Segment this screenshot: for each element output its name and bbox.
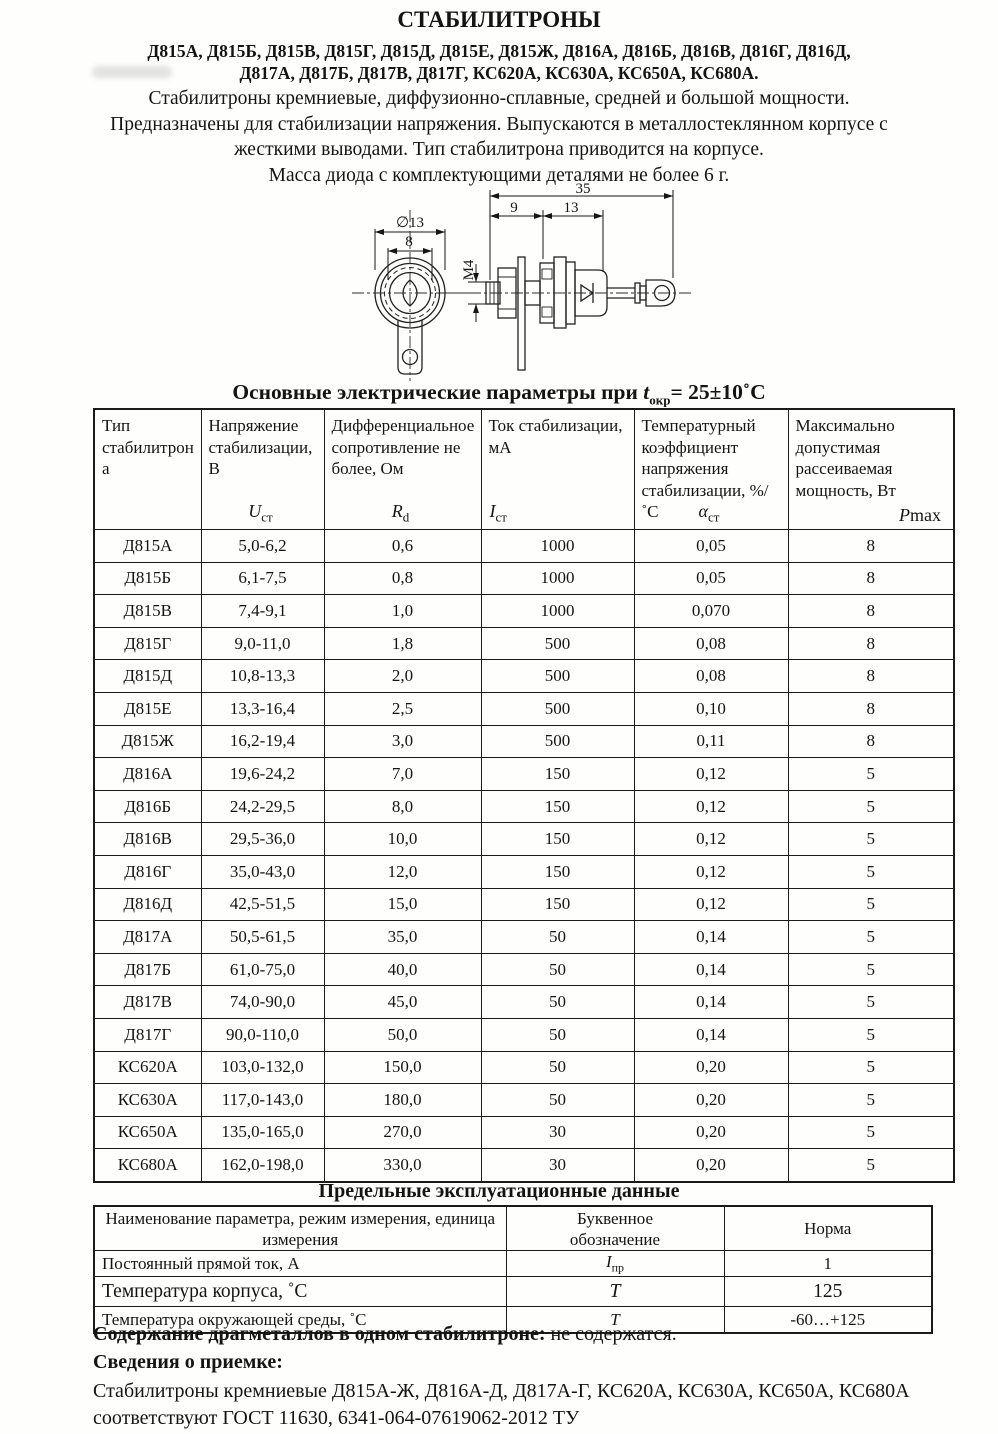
dim-label-total: 35	[575, 181, 591, 197]
table-cell: Д815Б	[94, 562, 201, 595]
table-cell: 8	[788, 725, 954, 758]
table-cell: 5	[788, 986, 954, 1019]
table-cell: 2,5	[324, 692, 481, 725]
side-view	[486, 257, 675, 370]
limits-table	[93, 1205, 933, 1334]
column-header	[324, 409, 481, 530]
table-cell: Д815В	[94, 595, 201, 628]
table-cell: Д816А	[94, 758, 201, 791]
table-cell: 42,5-51,5	[201, 888, 324, 921]
precious-metals-note	[93, 1323, 939, 1346]
table-cell: 50	[481, 986, 634, 1019]
table-cell: 5	[788, 758, 954, 791]
acceptance-heading	[93, 1351, 939, 1374]
column-header: Наименование параметра, режим измерения, единица измерения	[94, 1206, 506, 1251]
table-cell: 30	[481, 1149, 634, 1182]
title-symbol: t	[643, 380, 650, 404]
table-cell: 0,20	[634, 1084, 788, 1117]
table-cell: 0,05	[634, 530, 788, 563]
dim-label-right: 13	[563, 200, 579, 216]
title-text: = 25±10˚С	[670, 380, 766, 404]
table-cell: КС680А	[94, 1149, 201, 1182]
table-cell: 330,0	[324, 1149, 481, 1182]
table-row	[94, 725, 954, 758]
limits-table-header-row	[94, 1206, 932, 1251]
table-cell: Д816Г	[94, 855, 201, 888]
table-row	[94, 1084, 954, 1117]
table-cell: 0,6	[324, 530, 481, 563]
norm-cell: 125	[724, 1277, 932, 1307]
table-cell: 7,4-9,1	[201, 595, 324, 628]
table-cell: 500	[481, 692, 634, 725]
dim-label-left: 9	[510, 200, 518, 216]
column-label: Ток стабилизации, мА	[488, 416, 623, 457]
table-cell: 5	[788, 1116, 954, 1149]
dim-label-diameter: ∅13	[395, 215, 425, 231]
table-cell: 1000	[481, 562, 634, 595]
table-cell: 0,14	[634, 1018, 788, 1051]
norm-cell: 1	[724, 1251, 932, 1277]
table-cell: КС630А	[94, 1084, 201, 1117]
table-cell: 5	[788, 790, 954, 823]
table-row	[94, 562, 954, 595]
table-cell: 150	[481, 823, 634, 856]
parameter-name-cell: Температура окружающей среды, ˚С	[94, 1307, 506, 1334]
table-cell: 8	[788, 692, 954, 725]
table-cell: 103,0-132,0	[201, 1051, 324, 1084]
table-cell: 50	[481, 921, 634, 954]
table-row	[94, 790, 954, 823]
table-row	[94, 986, 954, 1019]
table-cell: 35,0-43,0	[201, 855, 324, 888]
column-header	[481, 409, 634, 530]
table-row	[94, 530, 954, 563]
table-cell: Д816Д	[94, 888, 201, 921]
table-cell: Д817А	[94, 921, 201, 954]
table-cell: 8	[788, 530, 954, 563]
description-line: Предназначены для стабилизации напряжения. Выпускаются в металлостеклянном корпусе с	[110, 113, 888, 135]
table-cell: 90,0-110,0	[201, 1018, 324, 1051]
parameter-name-cell: Температура корпуса, ˚С	[94, 1277, 506, 1307]
table-cell: Д816В	[94, 823, 201, 856]
table-row	[94, 660, 954, 693]
table-cell: 150	[481, 758, 634, 791]
table-cell: 0,08	[634, 660, 788, 693]
column-header	[788, 409, 954, 530]
column-header	[506, 1206, 724, 1251]
table-cell: 8,0	[324, 790, 481, 823]
dim-label-seal: 8	[405, 234, 413, 250]
symbol-cell: T	[506, 1277, 724, 1307]
table-cell: 5,0-6,2	[201, 530, 324, 563]
table-cell: Д815Ж	[94, 725, 201, 758]
table-cell: 1,8	[324, 627, 481, 660]
table-cell: 35,0	[324, 921, 481, 954]
column-symbol: $U_{ст}$	[248, 501, 273, 525]
table-row	[94, 888, 954, 921]
column-symbol: $I_{ст}$	[489, 501, 507, 525]
table-cell: 180,0	[324, 1084, 481, 1117]
table-row	[94, 953, 954, 986]
column-header	[94, 409, 201, 530]
column-symbol: Pmax	[899, 505, 941, 525]
table-cell: Д817Г	[94, 1018, 201, 1051]
table-cell: 0,08	[634, 627, 788, 660]
table-cell: 150,0	[324, 1051, 481, 1084]
page-title: СТАБИЛИТРОНЫ	[397, 7, 601, 32]
table-cell: Д816Б	[94, 790, 201, 823]
acceptance-label: Сведения о приемке:	[93, 1351, 283, 1373]
package-drawing	[340, 180, 700, 385]
precious-metals-value: не содержатся.	[550, 1323, 677, 1345]
table-cell: 0,12	[634, 758, 788, 791]
table-cell: 5	[788, 855, 954, 888]
table-cell: 162,0-198,0	[201, 1149, 324, 1182]
table-cell: 5	[788, 888, 954, 921]
table-cell: Д817Б	[94, 953, 201, 986]
table-row	[94, 1277, 932, 1307]
table-row	[94, 921, 954, 954]
table-cell: 13,3-16,4	[201, 692, 324, 725]
table-cell: 8	[788, 660, 954, 693]
table-cell: 0,12	[634, 790, 788, 823]
table-cell: 15,0	[324, 888, 481, 921]
column-header: Норма	[724, 1206, 932, 1251]
table-row	[94, 855, 954, 888]
column-header	[201, 409, 324, 530]
table-cell: 150	[481, 888, 634, 921]
table-cell: 50	[481, 1018, 634, 1051]
table-cell: 0,20	[634, 1116, 788, 1149]
table-row	[94, 1018, 954, 1051]
table-row	[94, 627, 954, 660]
table-cell: 10,0	[324, 823, 481, 856]
column-label: Температурный коэффициент напряжения стабилизации, %/˚С	[641, 416, 769, 521]
table-cell: 30	[481, 1116, 634, 1149]
table-cell: 0,20	[634, 1051, 788, 1084]
table-cell: КС650А	[94, 1116, 201, 1149]
column-header	[634, 409, 788, 530]
table-row	[94, 1116, 954, 1149]
table-cell: 0,20	[634, 1149, 788, 1182]
table-cell: 500	[481, 660, 634, 693]
table-row	[94, 1149, 954, 1182]
norm-cell: -60…+125	[724, 1307, 932, 1334]
table-cell: 0,05	[634, 562, 788, 595]
table-cell: 50,5-61,5	[201, 921, 324, 954]
column-label: Напряжение стабилизации, В	[208, 416, 313, 478]
table-row	[94, 692, 954, 725]
electrical-table-title	[0, 380, 998, 408]
table-cell: 150	[481, 855, 634, 888]
table-cell: КС620А	[94, 1051, 201, 1084]
table-cell: 1000	[481, 595, 634, 628]
table-cell: 74,0-90,0	[201, 986, 324, 1019]
description-line: Стабилитроны кремниевые, диффузионно-сплавные, средней и большой мощности.	[148, 88, 850, 109]
table-cell: 3,0	[324, 725, 481, 758]
table-cell: 150	[481, 790, 634, 823]
table-cell: 0,11	[634, 725, 788, 758]
mass-note: Масса диода с комплектующими деталями не более 6 г.	[268, 164, 730, 186]
table-cell: 7,0	[324, 758, 481, 791]
table-cell: 50	[481, 953, 634, 986]
table-cell: 0,12	[634, 855, 788, 888]
table-cell: 0,12	[634, 888, 788, 921]
title-symbol-sub: окр	[649, 392, 671, 408]
precious-metals-label: Содержание драгметаллов в одном стабилитроне:	[93, 1323, 546, 1345]
table-cell: 24,2-29,5	[201, 790, 324, 823]
table-cell: 50	[481, 1051, 634, 1084]
column-label: Дифференциальное сопротивление не более, Ом	[331, 416, 475, 478]
column-label: Максимально допустимая рассеиваемая мощность, Вт	[795, 416, 896, 500]
table-cell: 0,070	[634, 595, 788, 628]
device-list-line1: Д815А, Д815Б, Д815В, Д815Г, Д815Д, Д815Е, Д815Ж, Д816А, Д816Б, Д816В, Д816Г, Д816Д,	[147, 41, 851, 61]
description	[0, 86, 998, 188]
table-cell: 29,5-36,0	[201, 823, 324, 856]
column-label: Тип стабилитрона	[102, 416, 194, 478]
acceptance-text: Стабилитроны кремниевые Д815А-Ж, Д816А-Д, Д817А-Г, КС620А, КС630А, КС650А, КС680А соответствуют ГОСТ 11630, 6341-064-07619062-2012 ТУ	[93, 1380, 910, 1429]
symbol-cell: T	[506, 1307, 724, 1334]
electrical-parameters-table	[93, 408, 955, 1183]
table-row	[94, 1051, 954, 1084]
table-cell: Д815Г	[94, 627, 201, 660]
table-cell: 5	[788, 1018, 954, 1051]
table-cell: 5	[788, 953, 954, 986]
table-cell: 5	[788, 921, 954, 954]
table-cell: 5	[788, 823, 954, 856]
limits-table-title: Предельные эксплуатационные данные	[318, 1180, 680, 1202]
table-cell: 500	[481, 627, 634, 660]
table-cell: 0,8	[324, 562, 481, 595]
table-cell: 5	[788, 1084, 954, 1117]
table-row	[94, 1251, 932, 1277]
column-symbol: $\alpha_{ст}$	[698, 501, 720, 525]
table-cell: 6,1-7,5	[201, 562, 324, 595]
table-cell: 9,0-11,0	[201, 627, 324, 660]
table-row	[94, 595, 954, 628]
symbol-cell: $I_{пр}$	[506, 1251, 724, 1277]
table-cell: 117,0-143,0	[201, 1084, 324, 1117]
table-cell: 0,10	[634, 692, 788, 725]
table-cell: 8	[788, 595, 954, 628]
table-cell: 50,0	[324, 1018, 481, 1051]
device-list-line2: Д817А, Д817Б, Д817В, Д817Г, КС620А, КС630А, КС650А, КС680А.	[239, 63, 759, 83]
title-text: Основные электрические параметры при	[232, 380, 644, 404]
column-label: Буквенное обозначение	[569, 1208, 661, 1249]
table-cell: Д815А	[94, 530, 201, 563]
table-cell: 50	[481, 1084, 634, 1117]
table-cell: 10,8-13,3	[201, 660, 324, 693]
limits-table-body	[94, 1251, 932, 1334]
table-cell: 2,0	[324, 660, 481, 693]
electrical-table-body	[94, 530, 954, 1182]
table-cell: Д817В	[94, 986, 201, 1019]
table-cell: 61,0-75,0	[201, 953, 324, 986]
column-symbol: $R_d$	[391, 501, 410, 525]
table-cell: 0,14	[634, 986, 788, 1019]
table-cell: 0,14	[634, 953, 788, 986]
description-line: жесткими выводами. Тип стабилитрона приводится на корпусе.	[234, 139, 764, 160]
table-cell: 270,0	[324, 1116, 481, 1149]
table-cell: 1,0	[324, 595, 481, 628]
table-cell: 500	[481, 725, 634, 758]
table-cell: 1000	[481, 530, 634, 563]
electrical-table-header-row	[94, 409, 954, 530]
table-cell: 5	[788, 1051, 954, 1084]
dim-label-thread: M4	[461, 259, 477, 281]
table-row	[94, 758, 954, 791]
table-cell: Д815Д	[94, 660, 201, 693]
table-cell: 5	[788, 1149, 954, 1182]
table-row	[94, 823, 954, 856]
table-cell: 12,0	[324, 855, 481, 888]
table-cell: 0,14	[634, 921, 788, 954]
table-cell: Д815Е	[94, 692, 201, 725]
table-cell: 16,2-19,4	[201, 725, 324, 758]
table-cell: 0,12	[634, 823, 788, 856]
table-cell: 19,6-24,2	[201, 758, 324, 791]
table-cell: 8	[788, 627, 954, 660]
table-cell: 45,0	[324, 986, 481, 1019]
table-cell: 40,0	[324, 953, 481, 986]
table-cell: 135,0-165,0	[201, 1116, 324, 1149]
table-cell: 8	[788, 562, 954, 595]
parameter-name-cell: Постоянный прямой ток, А	[94, 1251, 506, 1277]
